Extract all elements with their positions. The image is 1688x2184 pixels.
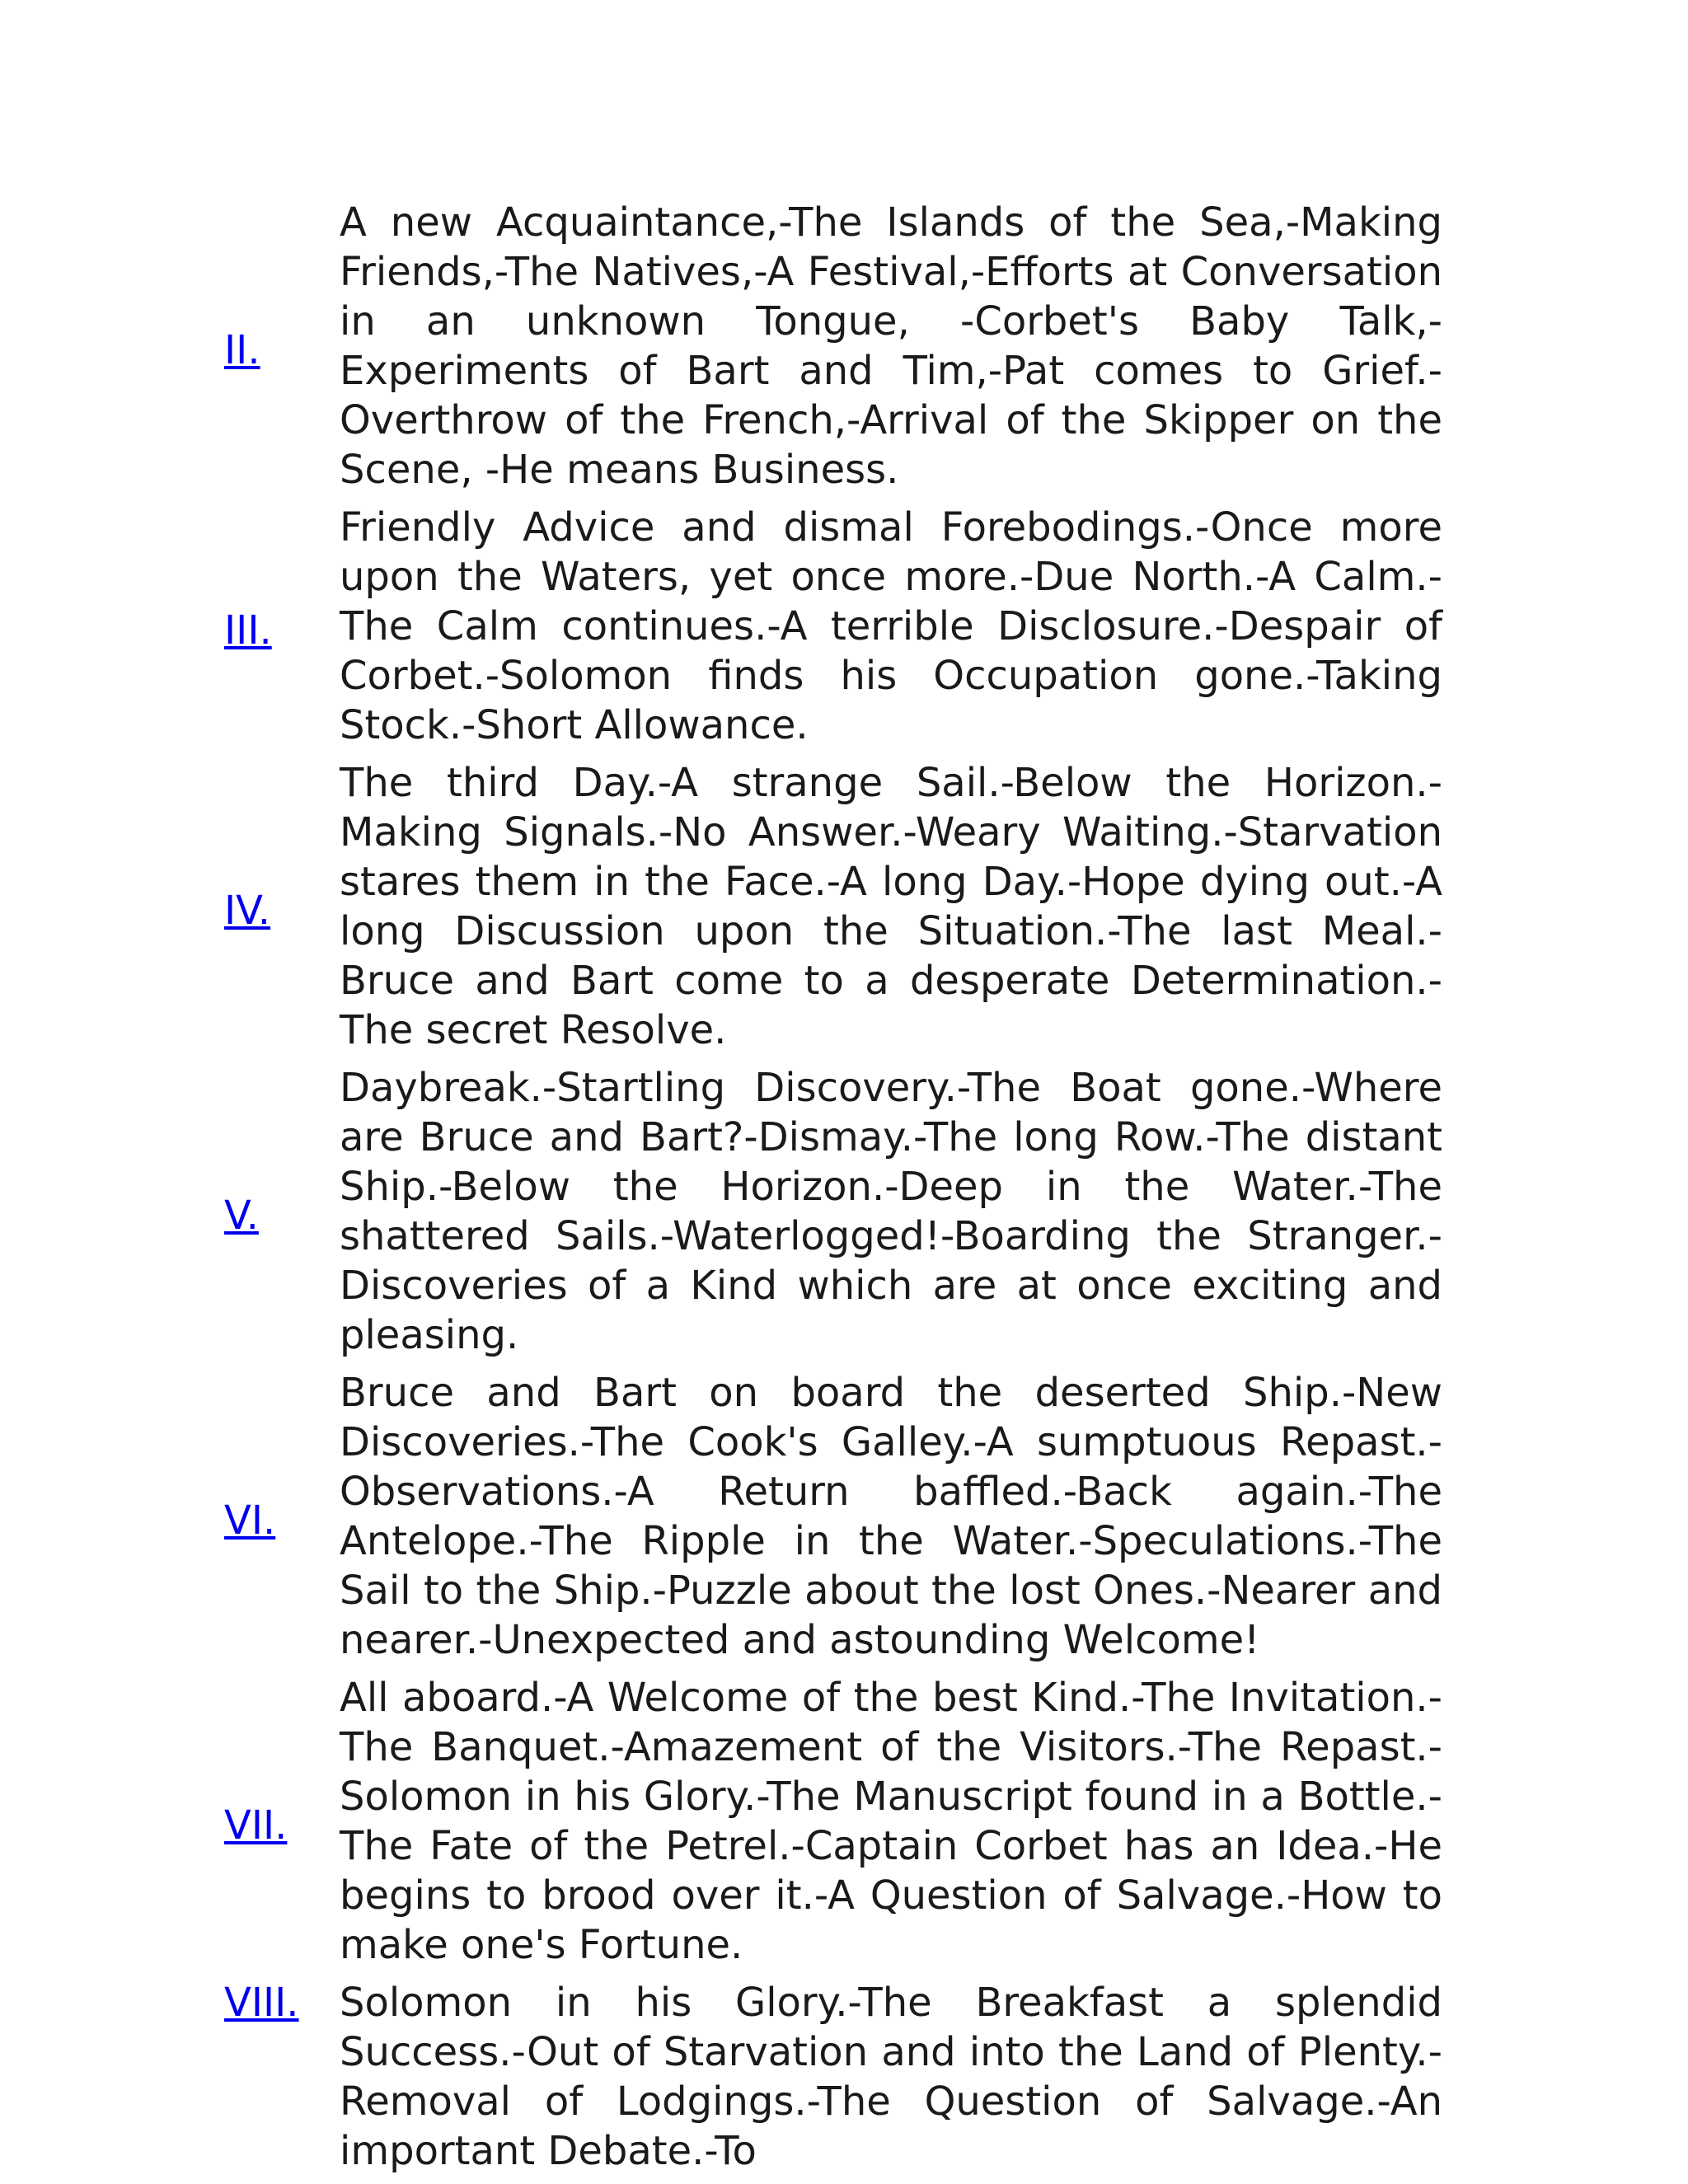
table-of-contents [224,198,1442,2184]
chapter-summary: Daybreak.-Startling Discovery.-The Boat gone.-Where are Bruce and Bart?-Dismay.-The long Row.-The distant Ship.-Below the Horizon.-Deep in the Water.-The shattered Sails.-Waterlogged!-Boarding the Stranger.-Discoveries of a Kind which are at once exciting and pleasing. [340,1065,1442,1358]
chapter-link[interactable]: VII. [224,1802,288,1849]
chapter-summary: A new Acquaintance,-The Islands of the Sea,-Making Friends,-The Natives,-A Festival,-Efforts at Conversation in an unknown Tongue, -Corbet's Baby Talk,-Experiments of Bart and Tim,-Pat comes to Grief.-Overthrow of the French,-Arrival of the Skipper on the Scene, -He means Business. [340,199,1442,493]
toc-row [224,1978,1442,2184]
chapter-link[interactable]: V. [224,1193,259,1239]
chapter-summary: Friendly Advice and dismal Forebodings.-Once more upon the Waters, yet once more.-Due North.-A Calm.-The Calm continues.-A terrible Disclosure.-Despair of Corbet.-Solomon finds his Occupation gone.-Taking Stock.-Short Allowance. [340,504,1442,748]
chapter-link[interactable]: IV. [224,888,271,934]
toc-number-cell [224,1063,340,1368]
chapter-link[interactable]: II. [224,327,260,373]
toc-number-cell [224,1673,340,1978]
chapter-link[interactable]: III. [224,607,272,654]
toc-number-cell [224,1978,340,2184]
toc-number-cell [224,758,340,1063]
toc-table [224,198,1442,2184]
toc-number-cell [224,1368,340,1673]
toc-row [224,1368,1442,1673]
chapter-link[interactable]: VI. [224,1497,276,1544]
toc-number-cell [224,503,340,758]
chapter-summary: All aboard.-A Welcome of the best Kind.-The Invitation.-The Banquet.-Amazement of the Visitors.-The Repast.-Solomon in his Glory.-The Manuscript found in a Bottle.-The Fate of the Petrel.-Captain Corbet has an Idea.-He begins to brood over it.-A Question of Salvage.-How to make one's Fortune. [340,1675,1442,1968]
toc-row [224,1673,1442,1978]
chapter-summary: The third Day.-A strange Sail.-Below the Horizon.-Making Signals.-No Answer.-Weary Waiting.-Starvation stares them in the Face.-A long Day.-Hope dying out.-A long Discussion upon the Situation.-The last Meal.-Bruce and Bart come to a desperate Determination.-The secret Resolve. [340,760,1442,1053]
chapter-summary: Bruce and Bart on board the deserted Ship.-New Discoveries.-The Cook's Galley.-A sumptuous Repast.-Observations.-A Return baffled.-Back again.-The Antelope.-The Ripple in the Water.-Speculations.-The Sail to the Ship.-Puzzle about the lost Ones.-Nearer and nearer.-Unexpected and astounding Welcome! [340,1370,1442,1663]
toc-row [224,1063,1442,1368]
chapter-link[interactable]: VIII. [224,1980,299,2026]
toc-row [224,758,1442,1063]
chapter-summary: Solomon in his Glory.-The Breakfast a splendid Success.-Out of Starvation and into the Land of Plenty.-Removal of Lodgings.-The Question of Salvage.-An important Debate.-To [340,1980,1442,2174]
toc-number-cell [224,198,340,503]
toc-row [224,503,1442,758]
toc-row [224,198,1442,503]
